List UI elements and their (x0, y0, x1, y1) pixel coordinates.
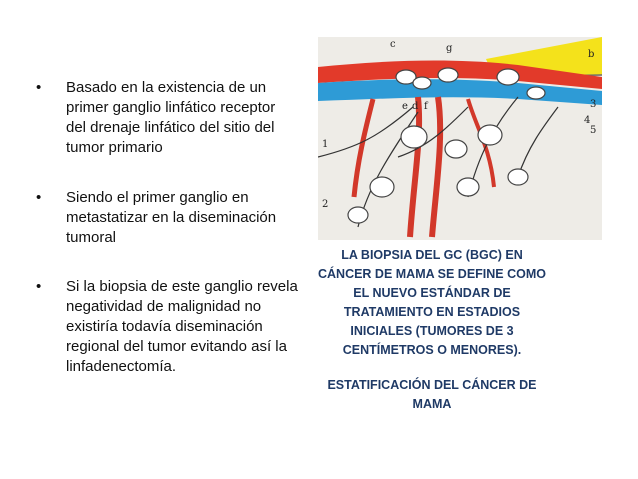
bullet-text: Basado en la existencia de un primer ganglio linfático receptor del drenaje linfático del sitio del tumor primario (66, 79, 276, 156)
vessel-3 (432, 97, 440, 237)
label-c: c (390, 39, 396, 50)
bullet-list (36, 78, 298, 377)
label-d: d (412, 101, 419, 112)
lymph-node (438, 68, 458, 82)
bullet-symbol: • (36, 278, 42, 295)
bullet-symbol: • (36, 79, 42, 96)
vessel-1 (354, 99, 373, 197)
figure-caption: LA BIOPSIA DEL GC (BGC) EN CÁNCER DE MAMA SE DEFINE COMO EL NUEVO ESTÁNDAR DE TRATAMIENTO EN ESTADIOS INICIALES (TUMORES DE 3 CENTÍMETROS O MENORES). (317, 248, 546, 357)
label-2: 2 (322, 199, 329, 210)
figure-subcaption: ESTATIFICACIÓN DEL CÁNCER DE MAMA (327, 378, 537, 411)
label-5: 5 (590, 125, 597, 136)
lymph-node-illustration (318, 37, 602, 240)
bullet-symbol: • (36, 189, 42, 206)
anatomy-drawing (318, 37, 602, 240)
bullet-text: Si la biopsia de este ganglio revela negatividad de malignidad no existiría todavía diseminación regional del tumor evitando así la linfadenectomía. (66, 278, 298, 375)
label-4: 4 (584, 115, 591, 126)
lymph-node (527, 87, 545, 99)
label-f: f (424, 101, 428, 112)
lymph-node (401, 126, 427, 148)
bullet-text: Siendo el primer ganglio en metastatizar en la diseminación tumoral (66, 189, 277, 246)
lymph-node (413, 77, 431, 89)
lymph-node (478, 125, 502, 145)
label-3: 3 (590, 99, 597, 110)
lymph-node (457, 178, 479, 196)
lymph-node (348, 207, 368, 223)
label-1: 1 (322, 139, 329, 150)
lymph-node (370, 177, 394, 197)
bullet-item (36, 277, 298, 377)
label-g: g (446, 43, 453, 54)
lymph-node (497, 69, 519, 85)
lymph-node (445, 140, 467, 158)
label-e: e (402, 101, 408, 112)
bullet-item (36, 78, 298, 158)
bullet-item (36, 188, 298, 248)
lymph-node (508, 169, 528, 185)
label-b: b (588, 49, 595, 60)
